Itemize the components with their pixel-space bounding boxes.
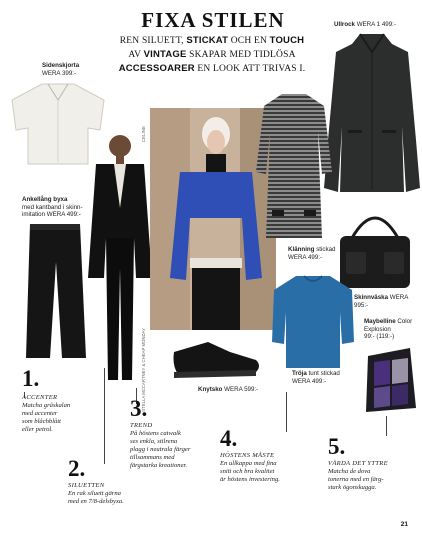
step-5-connector [386, 416, 387, 436]
klanning-label: Klänning stickad WERA 499:- [288, 246, 336, 261]
dress-image [252, 92, 336, 242]
knytsko-label: Knytsko WERA 599:- [198, 386, 259, 393]
step-2-connector [104, 368, 105, 464]
trojan-label: Tröja tunt stickad WERA 499:- [292, 370, 340, 385]
step-3-number: 3. [130, 396, 148, 421]
step-1-text: ACCENTER Matcha gråskalan med accenter som blåchblått eller petrol. [22, 394, 71, 433]
step-2-number: 2. [68, 456, 86, 481]
eyeshadow-image [360, 346, 420, 416]
skinnvaska-label: Skinnväska WERA 995:- [354, 294, 409, 309]
step-4-connector [286, 392, 287, 432]
step-5-number: 5. [328, 434, 346, 459]
sidenskjorta-label: Sidenskjorta WERA 399:- [42, 62, 80, 77]
step-3-text: TREND På höstens catwalk ses enkla, stilrena plagg i neutrala färger tillsammans med färgstarka kreationer. [130, 422, 191, 469]
byxa-label: Ankellång byxa med kantband i skinn- imitation WERA 499:- [22, 196, 83, 218]
step-4-text: HÖSTENS MÅSTE En ullkappa med fina snitt och bra kvalitet är höstens investering. [220, 452, 280, 483]
page-number: 21 [400, 521, 408, 528]
page-title: FIXA STILEN [141, 8, 285, 32]
coat-image [322, 30, 422, 198]
trousers-image [20, 222, 90, 362]
photo-credit: CELINE [141, 126, 146, 143]
step-4-number: 4. [220, 426, 238, 451]
photo-credit-2: STELLA MCCARTNEY & CHEAP MONDAY [141, 328, 146, 412]
deck-text: REN SILUETT, STICKAT OCH EN TOUCH AV VINTAGE SKAPAR MED TIDLÖSA ACCESSOARER EN LOOK ATT TRIVAS I. [118, 35, 306, 74]
step-1-number: 1. [22, 366, 40, 391]
ullrock-label: Ullrock WERA 1 499:- [334, 21, 396, 28]
step-2-text: SILUETTEN En rak siluett gärna med en 7/8-delsbyxa. [68, 482, 124, 505]
step-5-text: VÅRDA DET YTTRE Matcha de dova tonerna med en färg- stark ögonskugga. [328, 460, 388, 491]
maybelline-label: Maybelline Color Explosion 99:- (119:-) [364, 318, 413, 340]
sweater-image [270, 272, 356, 370]
shoe-image [168, 332, 264, 384]
